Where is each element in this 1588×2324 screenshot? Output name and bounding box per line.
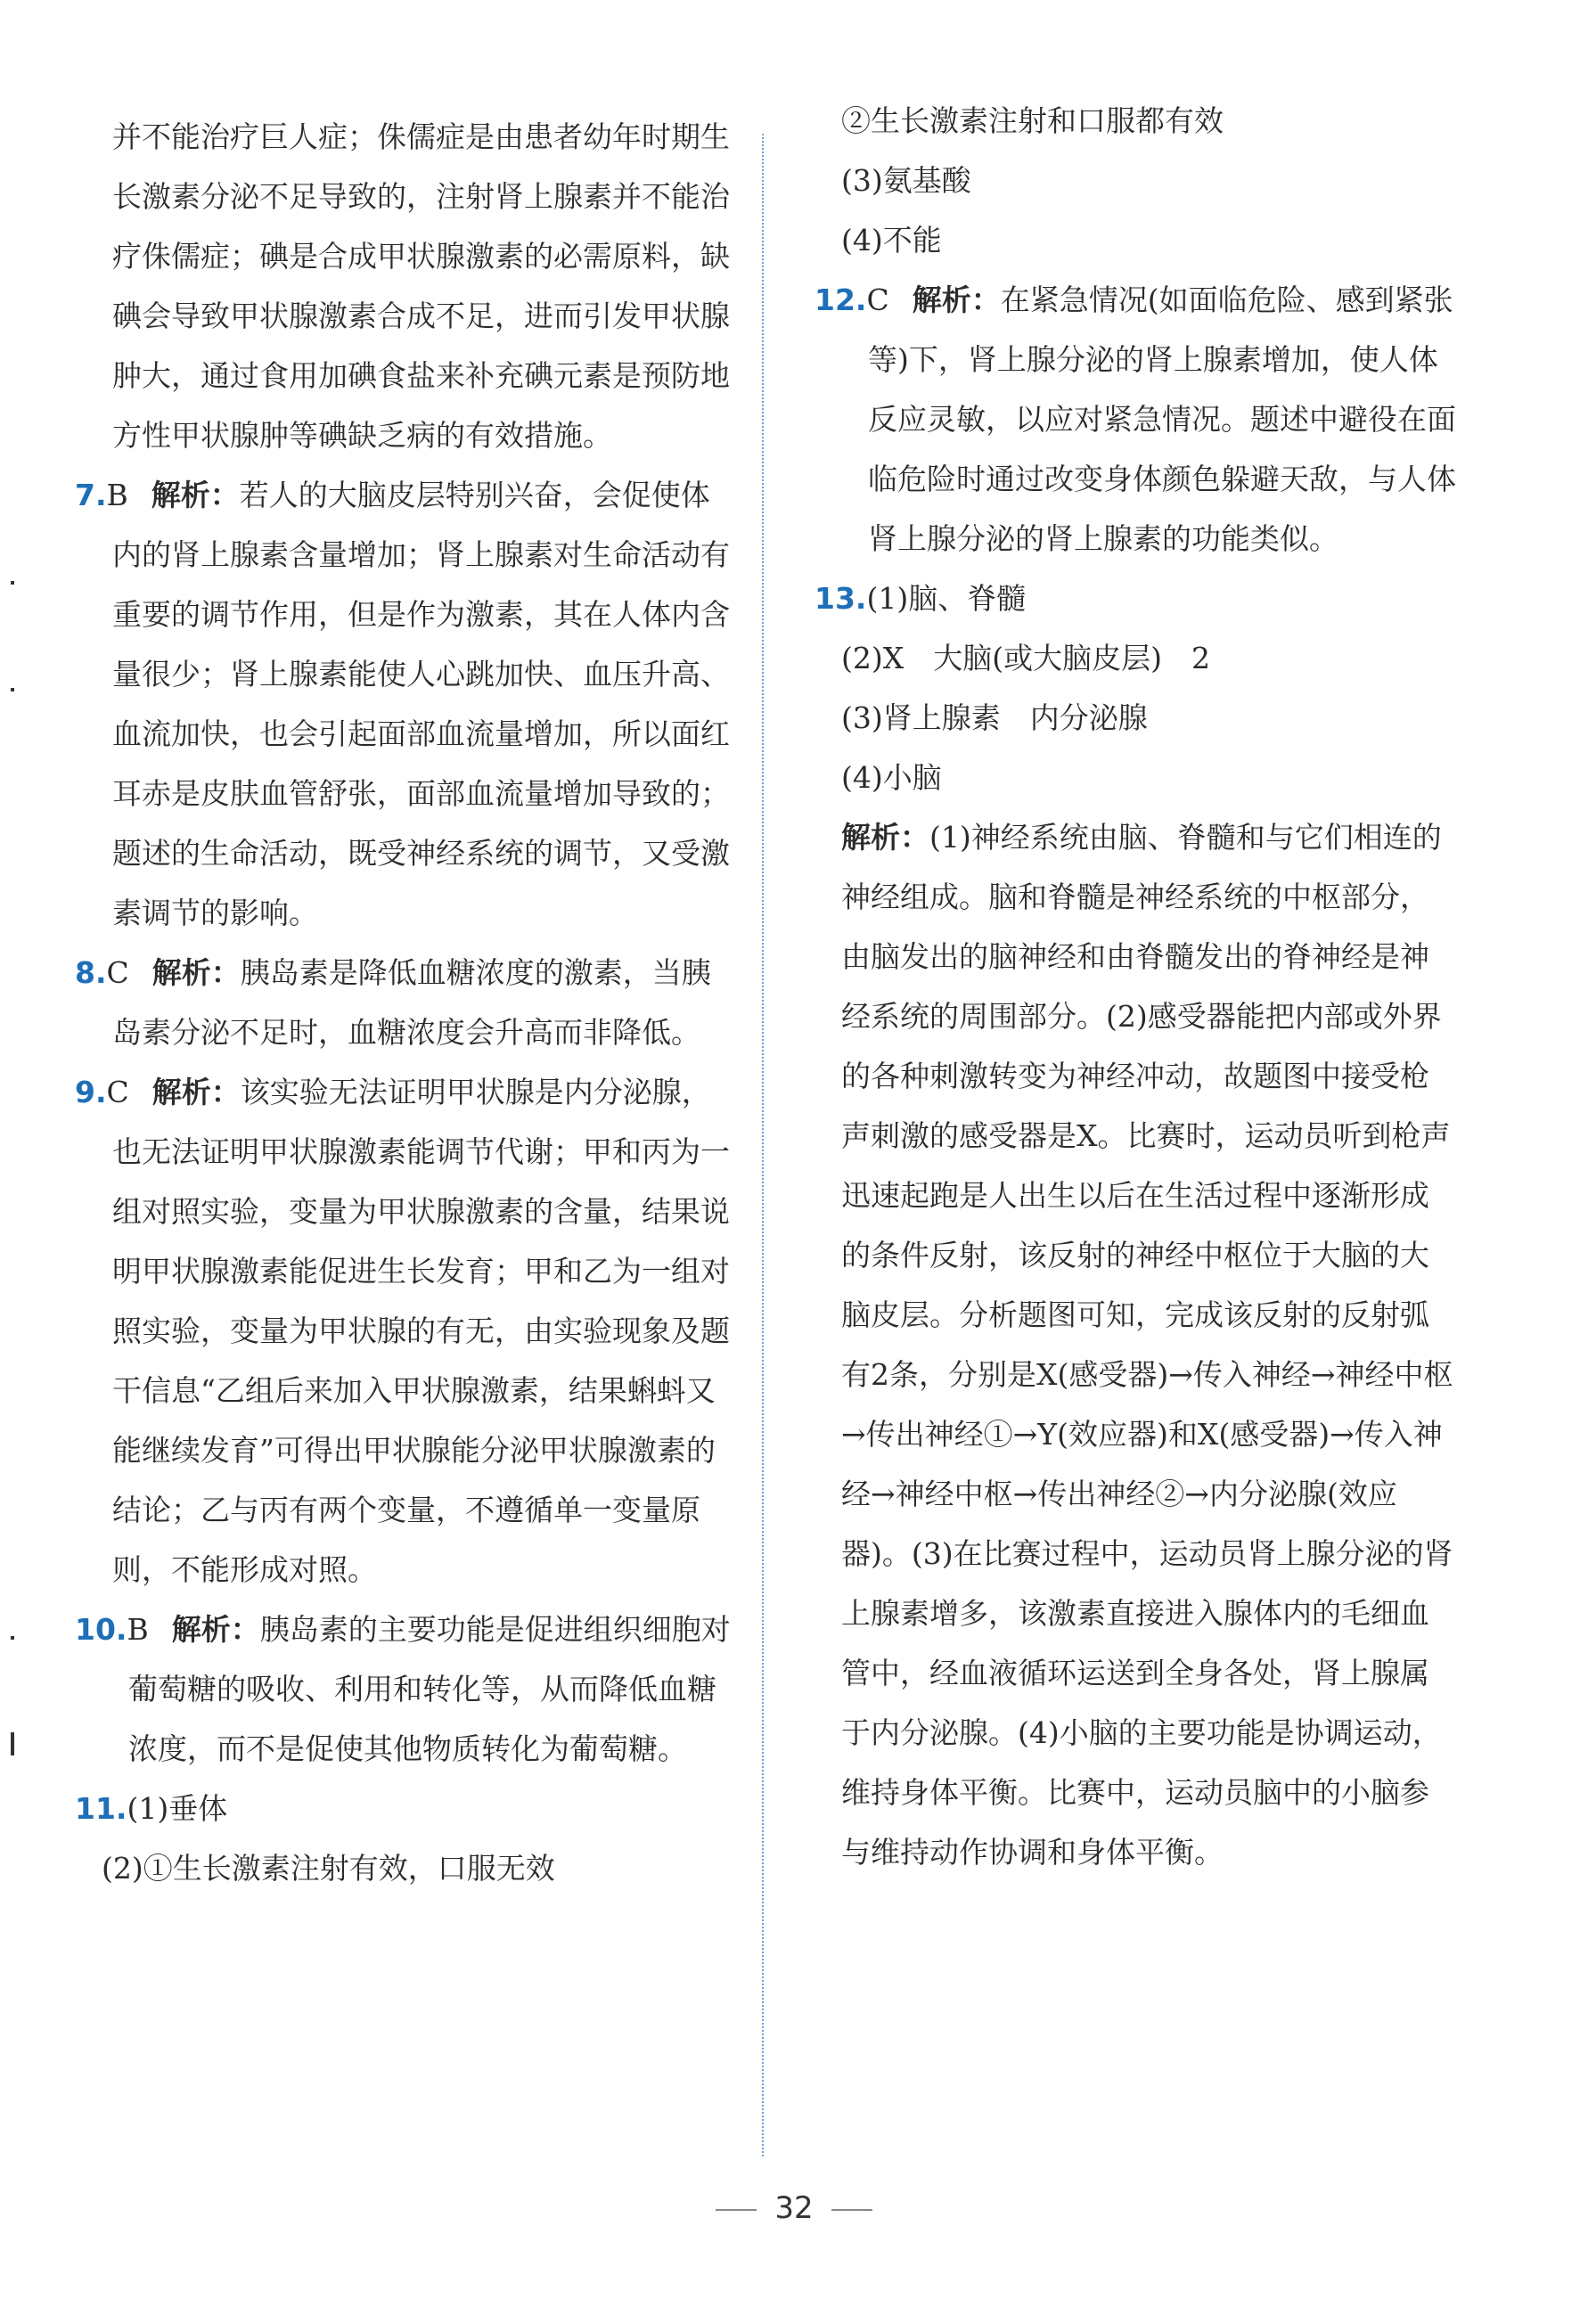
- question-8: [75, 943, 734, 1062]
- column-divider: [762, 134, 764, 2156]
- answer: C: [866, 282, 889, 317]
- analysis-label: 解析：: [912, 282, 1001, 317]
- sub-answer: (1)脑、脊髓: [866, 581, 1027, 616]
- question-13: [814, 569, 1456, 628]
- page-number-text: 32: [774, 2190, 814, 2226]
- margin-mark: [11, 581, 14, 585]
- question-11-part-4: (4)不能: [841, 223, 942, 258]
- question-12: [814, 270, 1456, 569]
- left-column: [75, 107, 734, 1898]
- right-column: [814, 103, 1456, 1914]
- margin-mark: [11, 1636, 14, 1640]
- sub-answer: (1)垂体: [127, 1791, 228, 1826]
- margin-mark: [11, 688, 14, 691]
- analysis-text: 在紧急情况(如面临危险、感到紧张等)下，肾上腺分泌的肾上腺素增加，使人体反应灵敏，以应对紧急情况。题述中避役在面临危险时通过改变身体颜色躲避天敌，与人体肾上腺分泌的肾上腺素的功能类似。: [868, 282, 1456, 556]
- question-number: 10.: [75, 1612, 127, 1647]
- answer: B: [127, 1612, 149, 1647]
- analysis-text: 该实验无法证明甲状腺是内分泌腺，也无法证明甲状腺激素能调节代谢；甲和丙为一组对照实验，变量为甲状腺激素的含量，结果说明甲状腺激素能促进生长发育；甲和乙为一组对照实验，变量为甲状腺的有无，由实验现象及题干信息“乙组后来加入甲状腺激素，结果蝌蚪又能继续发育”可得出甲状腺能分泌甲状腺激素的结论；乙与丙有两个变量，不遵循单一变量原则，不能形成对照。: [112, 1075, 730, 1587]
- dash-left: [716, 2209, 757, 2211]
- answer: C: [106, 955, 129, 990]
- analysis-label: 解析：: [171, 1612, 260, 1647]
- q6-continuation: 并不能治疗巨人症；侏儒症是由患者幼年时期生长激素分泌不足导致的，注射肾上腺素并不能治疗侏儒症；碘是合成甲状腺激素的必需原料，缺碘会导致甲状腺激素合成不足，进而引发甲状腺肿大，通过食用加碘食盐来补充碘元素是预防地方性甲状腺肿等碘缺乏病的有效措施。: [112, 119, 730, 453]
- question-13-analysis: [814, 807, 1456, 1882]
- question-7: [75, 465, 734, 943]
- question-9: [75, 1062, 734, 1600]
- analysis-label: 解析：: [151, 1075, 241, 1109]
- question-number: 11.: [75, 1791, 127, 1826]
- question-10: [75, 1600, 734, 1779]
- question-number: 7.: [75, 478, 107, 512]
- answer: B: [106, 478, 128, 512]
- margin-mark: [11, 1732, 14, 1755]
- analysis-text: (1)神经系统由脑、脊髓和与它们相连的神经组成。脑和脊髓是神经系统的中枢部分，由脑发出的脑神经和由脊髓发出的脊神经是神经系统的周围部分。(2)感受器能把内部或外界的各种刺激转变为神经冲动，故题图中接受枪声刺激的感受器是X。比赛时，运动员听到枪声迅速起跑是人出生以后在生活过程中逐渐形成的条件反射，该反射的神经中枢位于大脑的大脑皮层。分析题图可知，完成该反射的反射弧有2条，分别是X(感受器)→传入神经→神经中枢→传出神经①→Y(效应器)和X(感受器)→传入神经→神经中枢→传出神经②→内分泌腺(效应器)。(3)在比赛过程中，运动员肾上腺分泌的肾上腺素增多，该激素直接进入腺体内的毛细血管中，经血液循环运送到全身各处，肾上腺属于内分泌腺。(4)小脑的主要功能是协调运动，维持身体平衡。比赛中，运动员脑中的小脑参与维持动作协调和身体平衡。: [841, 820, 1453, 1870]
- analysis-text: 胰岛素的主要功能是促进组织细胞对葡萄糖的吸收、利用和转化等，从而降低血糖浓度，而不是促使其他物质转化为葡萄糖。: [128, 1612, 731, 1766]
- answer: C: [106, 1075, 129, 1109]
- question-11-part-3: (3)氨基酸: [841, 163, 971, 198]
- analysis-label: 解析：: [841, 820, 929, 855]
- question-number: 12.: [814, 282, 867, 317]
- question-number: 8.: [75, 955, 107, 990]
- analysis-text: 胰岛素是降低血糖浓度的激素，当胰岛素分泌不足时，血糖浓度会升高而非降低。: [112, 955, 711, 1050]
- question-11-part-2b: ②生长激素注射和口服都有效: [841, 103, 1224, 138]
- analysis-label: 解析：: [151, 478, 240, 512]
- question-11-part-2: (2)①生长激素注射有效，口服无效: [102, 1851, 555, 1886]
- question-11: [75, 1779, 734, 1838]
- question-number: 13.: [814, 581, 867, 616]
- analysis-label: 解析：: [151, 955, 241, 990]
- analysis-text: 若人的大脑皮层特别兴奋，会促使体内的肾上腺素含量增加；肾上腺素对生命活动有重要的调节作用，但是作为激素，其在人体内含量很少；肾上腺素能使人心跳加快、血压升高、血流加快，也会引起面部血流量增加，所以面红耳赤是皮肤血管舒张，面部血流量增加导致的；题述的生命活动，既受神经系统的调节，又受激素调节的影响。: [112, 478, 730, 930]
- dash-right: [831, 2209, 872, 2211]
- question-number: 9.: [75, 1075, 107, 1109]
- question-13-part-2: (2)X 大脑(或大脑皮层) 2: [841, 641, 1210, 675]
- page-number: [0, 2190, 1588, 2226]
- question-13-part-3: (3)肾上腺素 内分泌腺: [841, 700, 1148, 735]
- question-13-part-4: (4)小脑: [841, 760, 942, 795]
